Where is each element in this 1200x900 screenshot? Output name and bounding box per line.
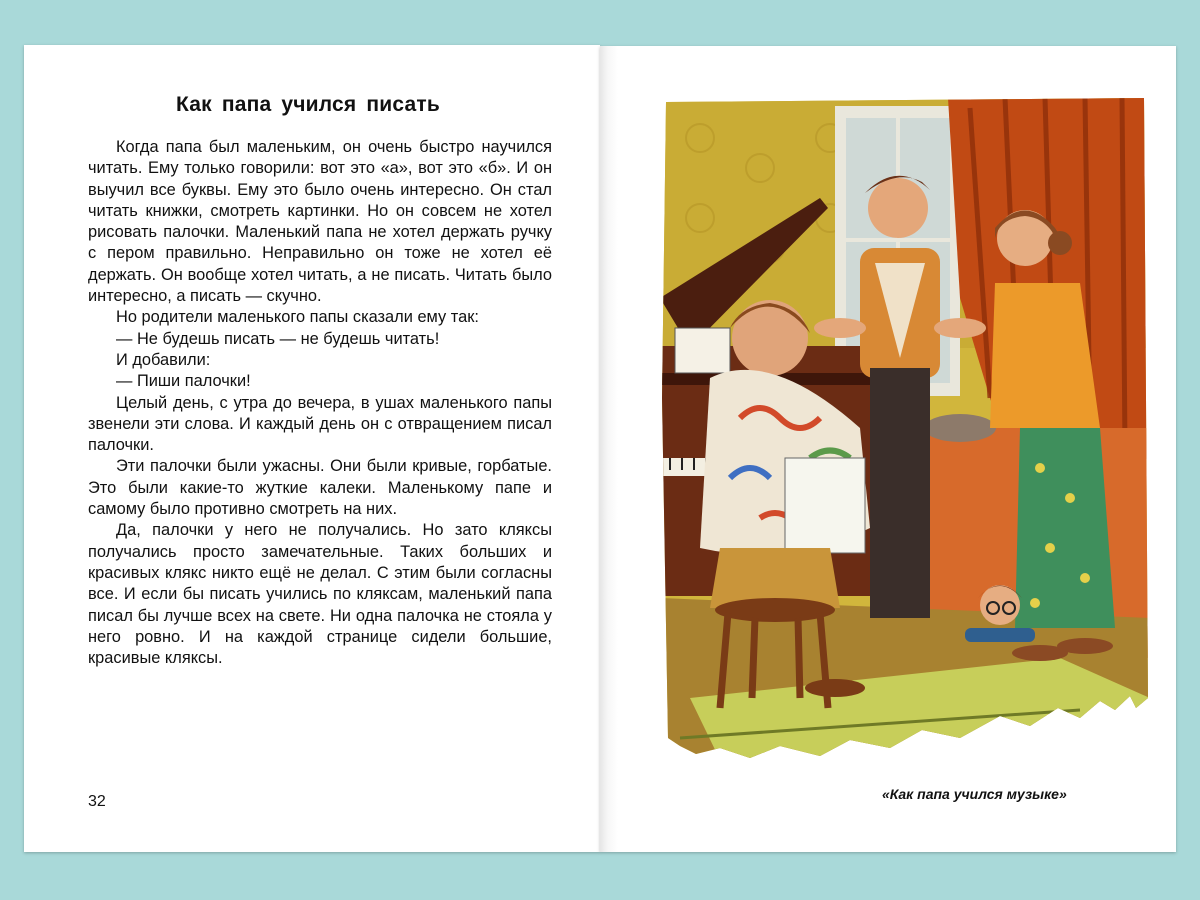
illustration-caption: «Как папа учился музыке»	[882, 786, 1067, 802]
paragraph: Да, палочки у него не получались. Но зато кляксы получались просто замечательные. Таких больших и красивых клякс никто ещё не делал. С этим были согласны все. И если бы писать учились по кляксам, маленький папа писал бы лучше всех на свете. Ни одна палочка не стояла у него ровно. И на каждой странице сидели большие, красивые кляксы.	[88, 521, 552, 668]
paragraph: — Не будешь писать — не будешь читать!	[116, 329, 440, 348]
paragraph: Когда папа был маленьким, он очень быстро научился читать. Ему только говорили: вот это «а», вот это «б». И он выучил все буквы. Ему это было очень интересно. Он стал читать книжки, смотреть картинки. Но он совсем не хотел рисовать палочки. Маленький папа не хотел держать ручку с пером правильно. Неправильно он тоже не хотел её держать. Он вообще хотел читать, а не писать. Читать было интересно, а писать — скучно.	[88, 138, 552, 306]
body-text	[88, 137, 552, 669]
family-room-illustration	[660, 98, 1150, 760]
right-page	[600, 46, 1176, 852]
paragraph: И добавили:	[116, 350, 211, 369]
left-page	[24, 45, 600, 852]
paragraph: — Пиши палочки!	[116, 372, 251, 391]
paragraph: Целый день, с утра до вечера, в ушах маленького папы звенели эти слова. И каждый день он с отвращением писал палочки.	[88, 393, 552, 455]
paragraph: Эти палочки были ужасны. Они были кривые, горбатые. Это были какие-то жуткие калеки. Маленькому папе и самому было противно смотреть на них.	[88, 457, 552, 519]
page-number: 32	[88, 793, 106, 810]
chapter-title: Как папа учился писать	[175, 93, 441, 116]
paragraph: Но родители маленького папы сказали ему так:	[116, 308, 479, 327]
